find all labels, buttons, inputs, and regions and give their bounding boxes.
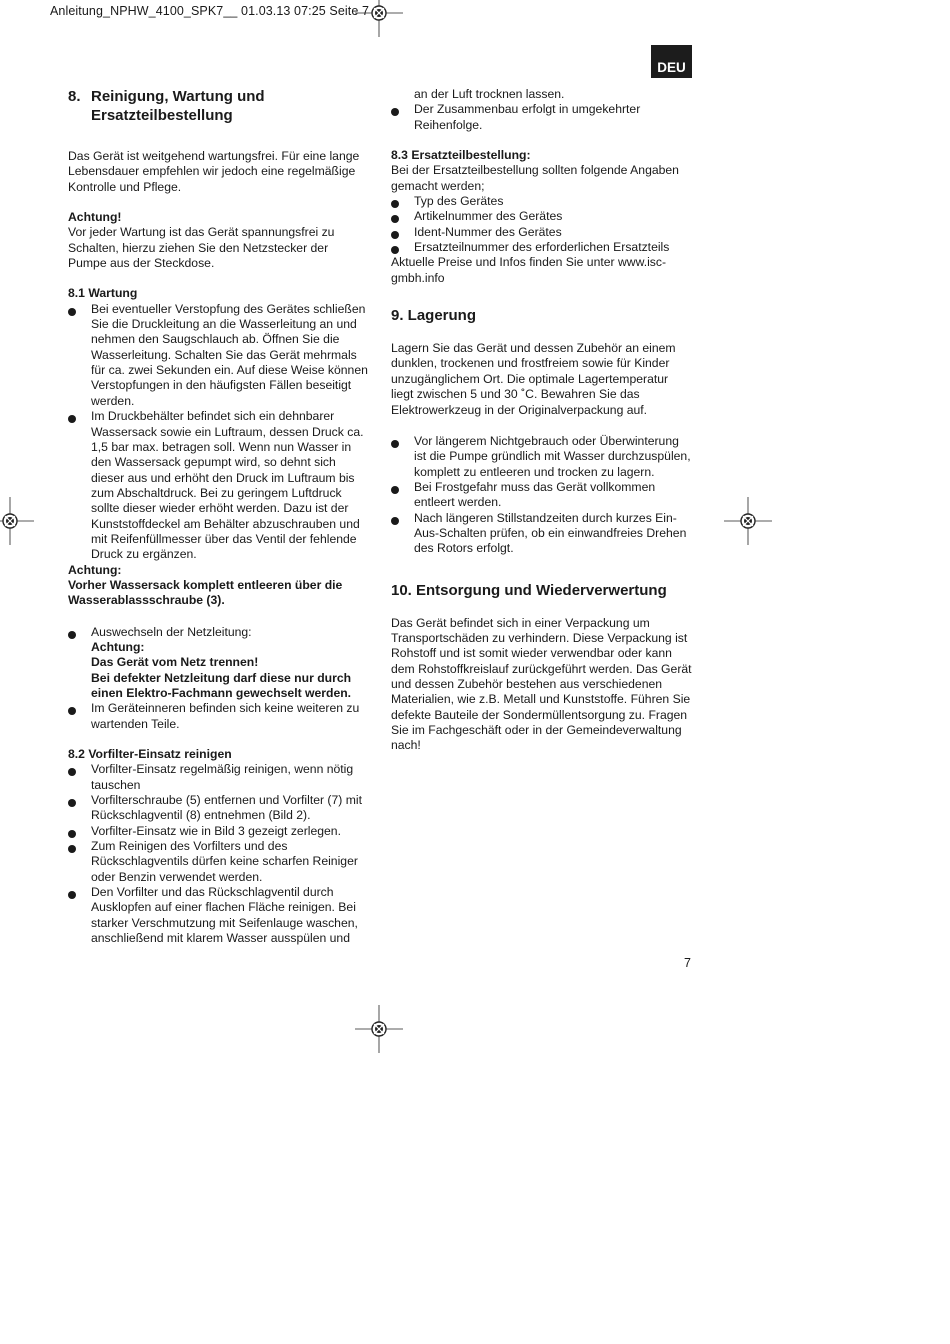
subsection-8-2-title: 8.2 Vorfilter-Einsatz reinigen — [68, 747, 232, 762]
list-item: Artikelnummer des Gerätes — [391, 209, 693, 224]
netzleitung-warning-2: Bei defekter Netzleitung darf diese nur durch einen Elektro-Fachmann gewechselt werden. — [91, 670, 352, 700]
list-item — [68, 625, 370, 702]
achtung-label: Achtung: — [68, 562, 122, 577]
list-item: Vorfilter-Einsatz wie in Bild 3 gezeigt zerlegen. — [68, 824, 370, 839]
intro-paragraph: Das Gerät ist weitgehend wartungsfrei. Für eine lange Lebensdauer empfehlen wir jedoch eine regelmäßige Kontrolle und Pflege. — [68, 149, 360, 194]
list-item: Der Zusammenbau erfolgt in umgekehrter Reihenfolge. — [391, 102, 693, 133]
registration-mark-right-icon — [724, 497, 772, 545]
ersatzteil-list — [391, 194, 693, 255]
list-item: an der Luft trocknen lassen. — [414, 87, 565, 101]
list-item: Vorfilterschraube (5) entfernen und Vorfilter (7) mit Rückschlagventil (8) entnehmen (Bild 2). — [68, 793, 370, 824]
vorfilter-list — [68, 762, 370, 946]
list-item: Zum Reinigen des Vorfilters und des Rückschlagventils dürfen keine scharfen Reiniger oder Benzin verwendet werden. — [68, 839, 370, 885]
list-item: Den Vorfilter und das Rückschlagventil durch Ausklopfen auf einer flachen Fläche reinigen. Bei starker Verschmutzung mit Seifenlauge waschen, anschließend mit klarem Wasser ausspülen und — [68, 885, 370, 946]
netzleitung-achtung: Achtung: — [91, 639, 145, 654]
achtung-text: Vor jeder Wartung ist das Gerät spannungsfrei zu Schalten, hierzu ziehen Sie den Netzstecker der Pumpe aus der Steckdose. — [68, 225, 335, 271]
list-item: Typ des Gerätes — [391, 194, 693, 209]
list-item: Im Geräteinneren befinden sich keine weiteren zu wartenden Teile. — [68, 701, 370, 732]
right-column — [391, 87, 693, 754]
continued-list — [391, 87, 693, 133]
print-header: Anleitung_NPHW_4100_SPK7__ 01.03.13 07:25 Seite 7 — [50, 4, 370, 18]
section-10-title: 10. Entsorgung und Wiederverwertung — [391, 581, 667, 599]
list-item: Ident-Nummer des Gerätes — [391, 225, 693, 240]
achtung-text: Vorher Wassersack komplett entleeren über die Wasserablassschraube (3). — [68, 577, 343, 608]
section-8-heading — [68, 87, 370, 125]
page-number: 7 — [684, 956, 691, 970]
registration-mark-top-icon — [355, 0, 403, 37]
ersatzteil-outro: Aktuelle Preise und Infos finden Sie unter www.isc-gmbh.info — [391, 255, 667, 285]
section-9-title: 9. Lagerung — [391, 307, 477, 325]
language-badge: DEU — [651, 45, 692, 78]
achtung-label: Achtung! — [68, 210, 122, 225]
list-item: Bei Frostgefahr muss das Gerät vollkommen entleert werden. — [391, 480, 693, 511]
lagerung-list — [391, 434, 693, 557]
lagerung-text: Lagern Sie das Gerät und dessen Zubehör an einem dunklen, trockenen und frostfreiem sowie für Kinder unzugänglichem Ort. Die optimale Lagertemperatur liegt zwischen 5 und 30 ˚C. Bewahren Sie das Elektrowerkzeug in der Originalverpackung auf. — [391, 341, 676, 417]
list-item: Vorfilter-Einsatz regelmäßig reinigen, wenn nötig tauschen — [68, 762, 370, 793]
registration-mark-bottom-icon — [355, 1005, 403, 1053]
netzleitung-label: Auswechseln der Netzleitung: — [91, 624, 252, 639]
list-item: Im Druckbehälter befindet sich ein dehnbarer Wassersack sowie ein Luftraum, dessen Druck ca. 1,5 bar max. betragen soll. Wenn nun Wasser in den Wassersack gepumpt wird, so dehnt sich dieser aus und erhöht den Druck im Luftraum bis zum Abschaltdruck. Bei zu geringem Luftdruck sollte dieser wieder erhöht werden. Dazu ist der Kunststoffdeckel am Behälter abzuschrauben und mit Reifenfüllmesser über das Ventil der fehlende Druck zu ergänzen. — [68, 409, 370, 562]
subsection-8-3-title: 8.3 Ersatzteilbestellung: — [391, 148, 531, 163]
subsection-8-1-title: 8.1 Wartung — [68, 286, 138, 301]
netzleitung-warning-1: Das Gerät vom Netz trennen! — [91, 655, 259, 670]
list-item: Nach längeren Stillstandzeiten durch kurzes Ein-Aus-Schalten prüfen, ob ein einwandfreies Drehen des Rotors erfolgt. — [391, 511, 693, 557]
left-column — [68, 87, 370, 947]
wartung-list — [68, 302, 370, 563]
netzleitung-list — [68, 625, 370, 732]
list-item: Ersatzteilnummer des erforderlichen Ersatzteils — [391, 240, 693, 255]
section-8-title: Reinigung, Wartung und Ersatzteilbestellung — [91, 88, 265, 124]
list-item: Vor längerem Nichtgebrauch oder Überwinterung ist die Pumpe gründlich mit Wasser durchzuspülen, komplett zu entleeren und trocken zu lagern. — [391, 434, 693, 480]
list-item: Bei eventueller Verstopfung des Gerätes schließen Sie die Druckleitung an die Wasserleitung an und nehmen den Saugschlauch ab. Öffnen Sie die Wasserleitung. Schalten Sie das Gerät mehrmals für ca. zwei Sekunden ein. Auf diese Weise können Verstopfungen in den häufigsten Fällen beseitigt werden. — [68, 302, 370, 409]
section-8-number: 8. — [68, 88, 81, 105]
ersatzteil-intro: Bei der Ersatzteilbestellung sollten folgende Angaben gemacht werden; — [391, 163, 679, 193]
registration-mark-left-icon — [0, 497, 34, 545]
entsorgung-text: Das Gerät befindet sich in einer Verpackung um Transportschäden zu verhindern. Diese Verpackung ist Rohstoff und ist somit wieder verwendbar oder kann dem Rohstoffkreislauf zurückgeführt werden. Das Gerät und dessen Zubehör bestehen aus verschiedenen Materialien, wie z.B. Metall und Kunststoffe. Führen Sie defekte Bauteile der Sondermüllentsorgung zu. Fragen Sie im Fachgeschäft oder in der Gemeindeverwaltung nach! — [391, 615, 692, 753]
